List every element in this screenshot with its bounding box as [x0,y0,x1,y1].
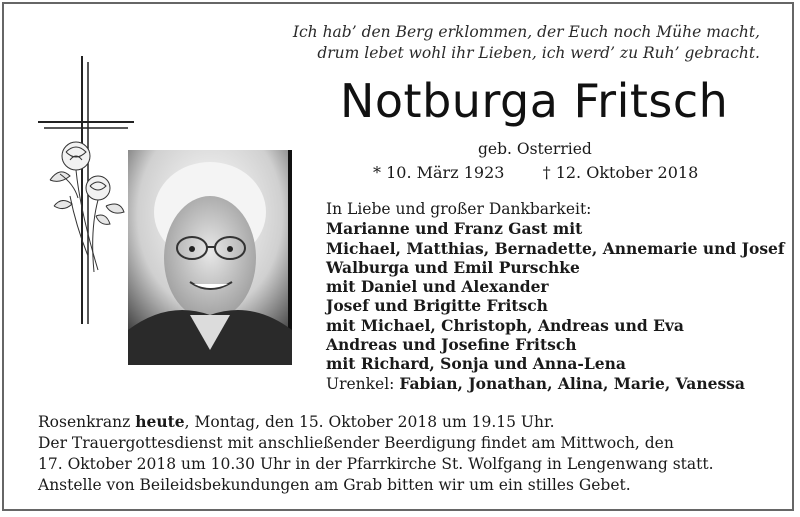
mourners-list [326,200,785,394]
service-info [38,411,714,496]
condolence-note: Anstelle von Beileidsbekundungen am Grab bitten wir um ein stilles Gebet. [38,476,631,494]
mourner-line: Josef und Brigitte Fritsch [326,296,548,316]
mourner-line: Walburga und Emil Purschke [326,257,580,277]
birth-date: * 10. März 1923 [373,163,505,182]
poem-line-2: drum lebet wohl ihr Lieben, ich werd’ zu Ruh’ gebracht. [317,44,760,62]
maiden-name: geb. Osterried [478,140,592,158]
rosary-today: heute [135,412,185,431]
funeral-line-2: 17. Oktober 2018 um 10.30 Uhr in der Pfarrkirche St. Wolfgang in Lengenwang statt. [38,455,714,473]
mourners-intro: In Liebe und großer Dankbarkeit: [326,200,592,218]
mourner-line: Marianne und Franz Gast mit [326,219,583,239]
death-date: † 12. Oktober 2018 [542,163,699,182]
rosary-details: , Montag, den 15. Oktober 2018 um 19.15 Uhr. [184,413,555,431]
great-grandchildren-names: Fabian, Jonathan, Alina, Marie, Vanessa [399,373,745,393]
poem-line-1: Ich hab’ den Berg erklommen, der Euch noch Mühe macht, [292,23,760,41]
deceased-name: Notburga Fritsch [340,74,729,128]
mourner-line: mit Daniel und Alexander [326,277,549,297]
mourner-line: mit Michael, Christoph, Andreas und Eva [326,315,684,335]
great-grandchildren-line [326,374,785,394]
great-grandchildren-label: Urenkel: [326,374,395,393]
mourner-line: mit Richard, Sonja und Anna-Lena [326,354,626,374]
rosary-label: Rosenkranz [38,413,131,431]
rosary-line [38,411,714,433]
portrait-photo [128,150,292,365]
life-dates [373,163,698,182]
mourner-line: Michael, Matthias, Bernadette, Annemarie und Josef [326,238,785,258]
mourner-line: Andreas und Josefine Fritsch [326,335,577,355]
poem [293,22,760,64]
funeral-line-1: Der Trauergottesdienst mit anschließender Beerdigung findet am Mittwoch, den [38,434,674,452]
